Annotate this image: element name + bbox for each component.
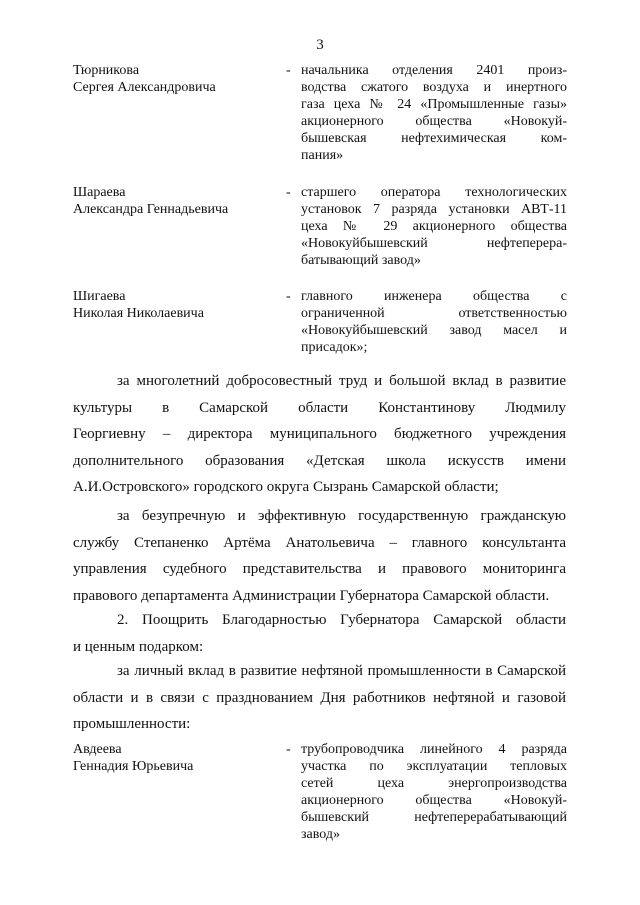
entry-dash: -: [286, 289, 291, 304]
position-line: газа цеха № 24 «Промышленные газы»: [301, 97, 567, 112]
position-line: участка по эксплуатации тепловых: [301, 759, 567, 774]
person-name: [73, 184, 273, 218]
person-given-names: Николая Николаевича: [73, 306, 204, 321]
body-paragraph: [73, 607, 566, 660]
position-line: трубопроводчика линейного 4 разряда: [301, 742, 567, 757]
person-surname: Шигаева: [73, 289, 126, 304]
paragraph-line: службу Степаненко Артёма Анатольевича – главного консультанта: [73, 534, 566, 551]
person-given-names: Геннадия Юрьевича: [73, 759, 194, 774]
person-position: [301, 288, 567, 356]
position-line: «Новокуйбышевский завод масел и: [301, 323, 567, 338]
paragraph-line: А.И.Островского» городского округа Сызрань Самарской области;: [73, 479, 499, 495]
body-paragraph: [73, 368, 566, 501]
position-line: пания»: [301, 148, 344, 163]
body-paragraph: [73, 658, 566, 738]
position-line: сетей цеха энергопроизводства: [301, 776, 567, 791]
page-number: 3: [316, 37, 324, 53]
person-name: [73, 741, 273, 775]
person-position: [301, 184, 567, 269]
award-entry: [73, 288, 568, 360]
paragraph-line: за личный вклад в развитие нефтяной промышленности в Самарской: [117, 663, 566, 679]
paragraph-line: области и в связи с празднованием Дня работников нефтяной и газовой: [73, 689, 566, 706]
paragraph-line: за многолетний добросовестный труд и большой вклад в развитие: [117, 373, 566, 389]
paragraph-line: дополнительного образования «Детская школа искусств имени: [73, 452, 566, 469]
paragraph-line: культуры в Самарской области Константинову Людмилу: [73, 399, 566, 416]
position-line: бышевский нефтеперерабатывающий: [301, 810, 567, 825]
position-line: завод»: [301, 827, 340, 842]
position-line: водства сжатого воздуха и инертного: [301, 80, 567, 95]
person-position: [301, 741, 567, 843]
position-line: старшего оператора технологических: [301, 185, 567, 200]
position-line: «Новокуйбышевский нефтеперера-: [301, 236, 567, 251]
position-line: главного инженера общества с: [301, 289, 567, 304]
award-entry: [73, 741, 568, 851]
position-line: присадок»;: [301, 340, 368, 355]
person-given-names: Александра Геннадьевича: [73, 202, 229, 217]
paragraph-line: и ценным подарком:: [73, 638, 204, 655]
paragraph-line: управления судебного представительства и правового мониторинга: [73, 561, 566, 577]
paragraph-line: промышленности:: [73, 716, 191, 732]
entry-dash: -: [286, 742, 291, 757]
position-line: начальника отделения 2401 произ-: [301, 63, 567, 78]
person-name: [73, 288, 273, 322]
person-position: [301, 62, 567, 164]
position-line: акционерного общества «Новокуй-: [301, 793, 567, 808]
person-name: [73, 62, 273, 96]
person-surname: Авдеева: [73, 742, 122, 757]
person-surname: Шараева: [73, 185, 126, 200]
paragraph-line: Георгиевну – директора муниципального бюджетного учреждения: [73, 426, 566, 442]
paragraph-line: правового департамента Администрации Губернатора Самарской области.: [73, 587, 550, 604]
position-line: установок 7 разряда установки АВТ-11: [301, 202, 567, 217]
paragraph-line: 2. Поощрить Благодарностью Губернатора Самарской области: [117, 612, 566, 628]
person-surname: Тюрникова: [73, 63, 140, 78]
position-line: цеха № 29 акционерного общества: [301, 219, 567, 234]
position-line: батывающий завод»: [301, 253, 421, 268]
entry-dash: -: [286, 185, 291, 200]
person-given-names: Сергея Александровича: [73, 80, 216, 95]
position-line: акционерного общества «Новокуй-: [301, 114, 567, 129]
paragraph-line: за безупречную и эффективную государственную гражданскую: [117, 508, 566, 524]
body-paragraph: [73, 503, 566, 609]
position-line: бышевская нефтехимическая ком-: [301, 131, 567, 146]
award-entry: [73, 184, 568, 274]
position-line: ограниченной ответственностью: [301, 306, 567, 321]
entry-dash: -: [286, 63, 291, 78]
award-entry: [73, 62, 568, 172]
